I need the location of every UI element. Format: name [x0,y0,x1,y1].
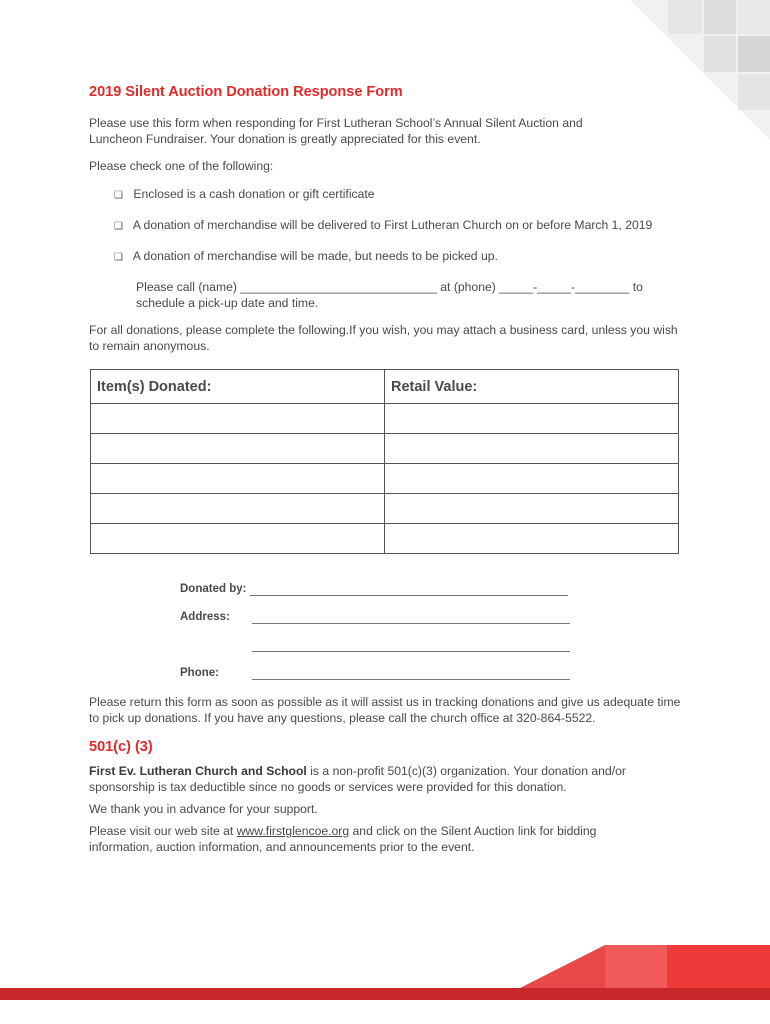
value-cell[interactable] [385,524,679,554]
value-cell[interactable] [385,494,679,524]
item-cell[interactable] [91,464,385,494]
item-cell[interactable] [91,494,385,524]
option-label: A donation of merchandise will be made, but needs to be picked up. [132,249,498,263]
footer-bar [0,988,770,1000]
option-merch-delivered[interactable] [114,217,652,235]
phone-label: Phone: [180,667,219,679]
item-cell[interactable] [91,524,385,554]
table-row [91,404,679,434]
visit-prefix: Please visit our web site at [89,824,237,838]
option-merch-pickup[interactable] [114,248,498,266]
value-cell[interactable] [385,464,679,494]
visit-text [89,823,649,855]
donation-table [90,369,679,554]
donated-by-field[interactable] [250,595,568,596]
intro-text: Please use this form when responding for First Lutheran School’s Annual Silent Auction and Luncheon Fundraiser. Your donation is greatly appreciated for this event. [89,116,583,146]
return-instructions: Please return this form as soon as possible as it will assist us in tracking donations and give us adequate time to pick up donations. If you have any questions, please call the church office at 320-864-5522. [89,695,681,725]
value-cell[interactable] [385,434,679,464]
checkbox-icon[interactable]: ❏ [114,190,123,201]
item-cell[interactable] [91,404,385,434]
visit-suffix: and click on the Silent Auction link for bidding information, auction information, and announcements prior to the event. [89,824,597,854]
phone-field[interactable] [252,679,570,680]
value-cell[interactable] [385,404,679,434]
address-label: Address: [180,611,230,623]
org-name: First Ev. Lutheran Church and School [89,764,307,778]
table-row [91,464,679,494]
checkbox-icon[interactable]: ❏ [114,252,123,263]
donated-by-label: Donated by: [180,583,247,595]
page-title: 2019 Silent Auction Donation Response Form [89,84,403,100]
column-header-item: Item(s) Donated: [91,370,385,404]
table-row [91,494,679,524]
checkbox-icon[interactable]: ❏ [114,221,123,232]
all-donations-text: For all donations, please complete the following.If you wish, you may attach a business card, unless you wish to remain anonymous. [89,323,678,353]
pickup-instructions: Please call (name) _____________________________ at (phone) _____-_____-________ to schedule a pick-up date and time. [136,280,643,310]
section-heading-501c3: 501(c) (3) [89,739,153,755]
option-cash[interactable] [114,186,375,204]
website-link[interactable]: www.firstglencoe.org [236,824,350,838]
option-label: Enclosed is a cash donation or gift certificate [133,187,375,201]
nonprofit-text: is a non-profit 501(c)(3) organization. Your donation and/or sponsorship is tax deductible since no goods or services were provided for this donation. [89,764,626,794]
nonprofit-statement [89,763,649,795]
option-label: A donation of merchandise will be delivered to First Lutheran Church on or before March 1, 2019 [132,218,653,232]
address-field-line2[interactable] [252,651,570,652]
check-prompt: Please check one of the following: [89,159,274,173]
column-header-value: Retail Value: [385,370,679,404]
thanks-text: We thank you in advance for your support. [89,802,318,816]
table-row [91,524,679,554]
table-row [91,434,679,464]
address-field-line1[interactable] [252,623,570,624]
item-cell[interactable] [91,434,385,464]
table-header-row [91,370,679,404]
